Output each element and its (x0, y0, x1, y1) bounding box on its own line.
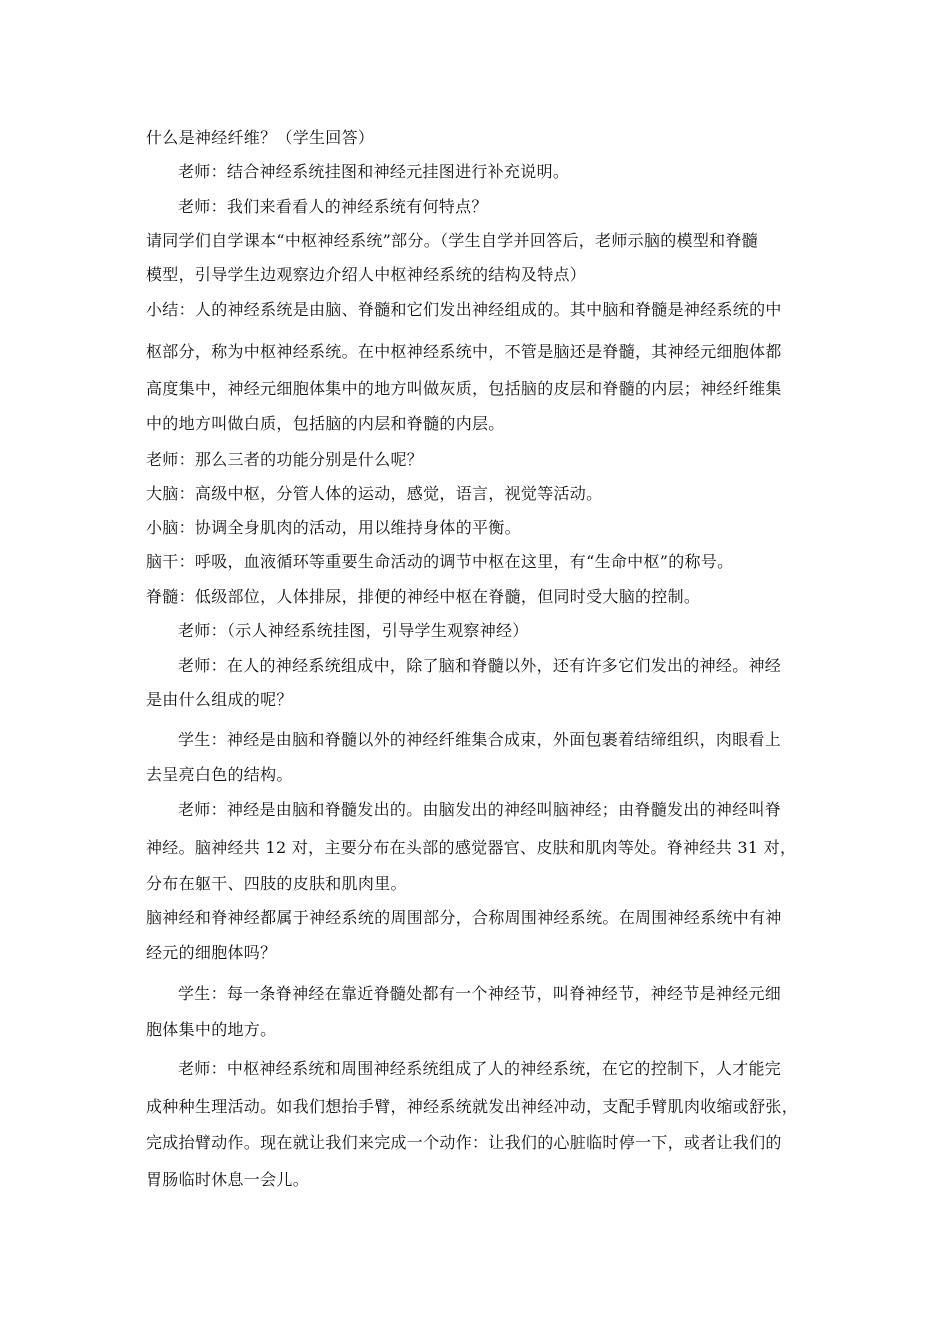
text-line: 高度集中，神经元细胞体集中的地方叫做灰质，包括脑的皮层和脊髓的内层；神经纤维集 (146, 379, 782, 398)
text-line: 分布在躯干、四肢的皮肤和肌肉里。 (146, 874, 407, 893)
text-line: 模型，引导学生边观察边介绍人中枢神经系统的结构及特点） (146, 265, 587, 284)
text-line: 脑神经和脊神经都属于神经系统的周围部分，合称周围神经系统。在周围神经系统中有神 (146, 908, 782, 927)
text-line: 老师：在人的神经系统组成中，除了脑和脊髓以外，还有许多它们发出的神经。神经 (178, 656, 782, 675)
text-line: 老师：结合神经系统挂图和神经元挂图进行补充说明。 (178, 162, 570, 181)
text-line: 老师：那么三者的功能分别是什么呢？ (146, 450, 424, 469)
text-line: 老师：（示人神经系统挂图，引导学生观察神经） (178, 621, 529, 640)
text-line: 中的地方叫做白质，包括脑的内层和脊髓的内层。 (146, 414, 505, 433)
text-line: 去呈亮白色的结构。 (146, 765, 293, 784)
text-line: 成种种生理活动。如我们想抬手臂，神经系统就发出神经冲动，支配手臂肌肉收缩或舒张， (146, 1097, 799, 1116)
text-line: 神经。脑神经共 12 对，主要分布在头部的感觉器官、皮肤和肌肉等处。脊神经共 31 对， (146, 838, 797, 857)
text-line: 老师：中枢神经系统和周围神经系统组成了人的神经系统，在它的控制下，人才能完 (178, 1059, 782, 1078)
text-line: 枢部分，称为中枢神经系统。在中枢神经系统中，不管是脑还是脊髓，其神经元细胞体都 (146, 342, 782, 361)
text-line: 大脑：高级中枢，分管人体的运动，感觉，语言，视觉等活动。 (146, 484, 603, 503)
text-line: 胃肠临时休息一会儿。 (146, 1170, 310, 1189)
text-line: 老师：我们来看看人的神经系统有何特点？ (178, 197, 488, 216)
text-line: 什么是神经纤维？（学生回答） (146, 128, 375, 147)
text-line: 小结：人的神经系统是由脑、脊髓和它们发出神经组成的。其中脑和脊髓是神经系统的中 (146, 300, 782, 319)
text-line: 学生：神经是由脑和脊髓以外的神经纤维集合成束，外面包裹着结缔组织，肉眼看上 (178, 730, 782, 749)
text-line: 是由什么组成的呢？ (146, 690, 293, 709)
text-line: 老师：神经是由脑和脊髓发出的。由脑发出的神经叫脑神经；由脊髓发出的神经叫脊 (178, 800, 782, 819)
text-line: 胞体集中的地方。 (146, 1020, 277, 1039)
text-line: 小脑：协调全身肌肉的活动，用以维持身体的平衡。 (146, 518, 521, 537)
text-line: 完成抬臂动作。现在就让我们来完成一个动作：让我们的心脏临时停一下，或者让我们的 (146, 1133, 782, 1152)
text-line: 脊髓：低级部位，人体排尿，排便的神经中枢在脊髓，但同时受大脑的控制。 (146, 587, 701, 606)
text-line: 经元的细胞体吗？ (146, 943, 277, 962)
text-line: 请同学们自学课本“中枢神经系统”部分。（学生自学并回答后，老师示脑的模型和脊髓 (146, 231, 759, 250)
text-line: 学生：每一条脊神经在靠近脊髓处都有一个神经节，叫脊神经节，神经节是神经元细 (178, 984, 782, 1003)
text-line: 脑干：呼吸，血液循环等重要生命活动的调节中枢在这里，有“生命中枢”的称号。 (146, 552, 734, 571)
